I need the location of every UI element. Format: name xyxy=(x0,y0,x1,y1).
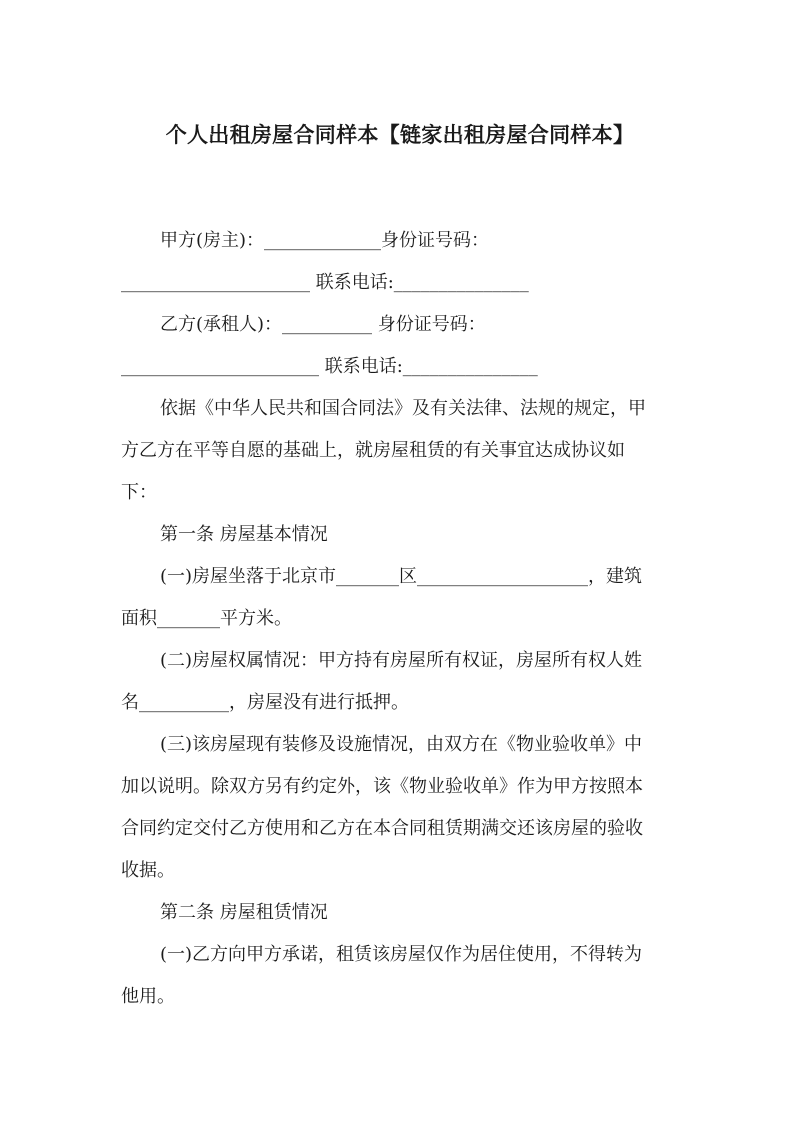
clause-1-1-line-1: (一)房屋坐落于北京市_______区___________________，建筑 xyxy=(160,566,643,587)
preamble-line-3: 下： xyxy=(121,482,157,503)
article-2-heading: 第二条 房屋租赁情况 xyxy=(160,902,328,923)
clause-2-1-line-1: (一)乙方向甲方承诺，租赁该房屋仅作为居住使用，不得转为 xyxy=(160,944,643,965)
party-a-line: 甲方(房主)：_____________身份证号码： xyxy=(160,230,490,251)
clause-2-1-line-2: 他用。 xyxy=(121,986,175,1007)
clause-1-3-line-3: 合同约定交付乙方使用和乙方在本合同租赁期满交还该房屋的验收 xyxy=(121,818,643,839)
clause-1-3-line-4: 收据。 xyxy=(121,860,175,881)
party-b-line: 乙方(承租人)：__________ 身份证号码： xyxy=(160,314,486,335)
article-1-heading: 第一条 房屋基本情况 xyxy=(160,524,328,545)
document-title: 个人出租房屋合同样本【链家出租房屋合同样本】 xyxy=(165,122,635,147)
party-b-phone-line: ______________________ 联系电话:_______________ xyxy=(121,356,538,377)
clause-1-2-line-1: (二)房屋权属情况：甲方持有房屋所有权证，房屋所有权人姓 xyxy=(160,650,643,671)
clause-1-2-line-2: 名__________，房屋没有进行抵押。 xyxy=(121,692,409,713)
preamble-line-1: 依据《中华人民共和国合同法》及有关法律、法规的规定，甲 xyxy=(160,398,646,419)
party-a-phone-line: _____________________ 联系电话:_______________ xyxy=(121,272,529,293)
preamble-line-2: 方乙方在平等自愿的基础上，就房屋租赁的有关事宜达成协议如 xyxy=(121,440,625,461)
clause-1-3-line-2: 加以说明。除双方另有约定外，该《物业验收单》作为甲方按照本 xyxy=(121,776,643,797)
clause-1-3-line-1: (三)该房屋现有装修及设施情况，由双方在《物业验收单》中 xyxy=(160,734,643,755)
clause-1-1-line-2: 面积_______平方米。 xyxy=(121,608,292,629)
